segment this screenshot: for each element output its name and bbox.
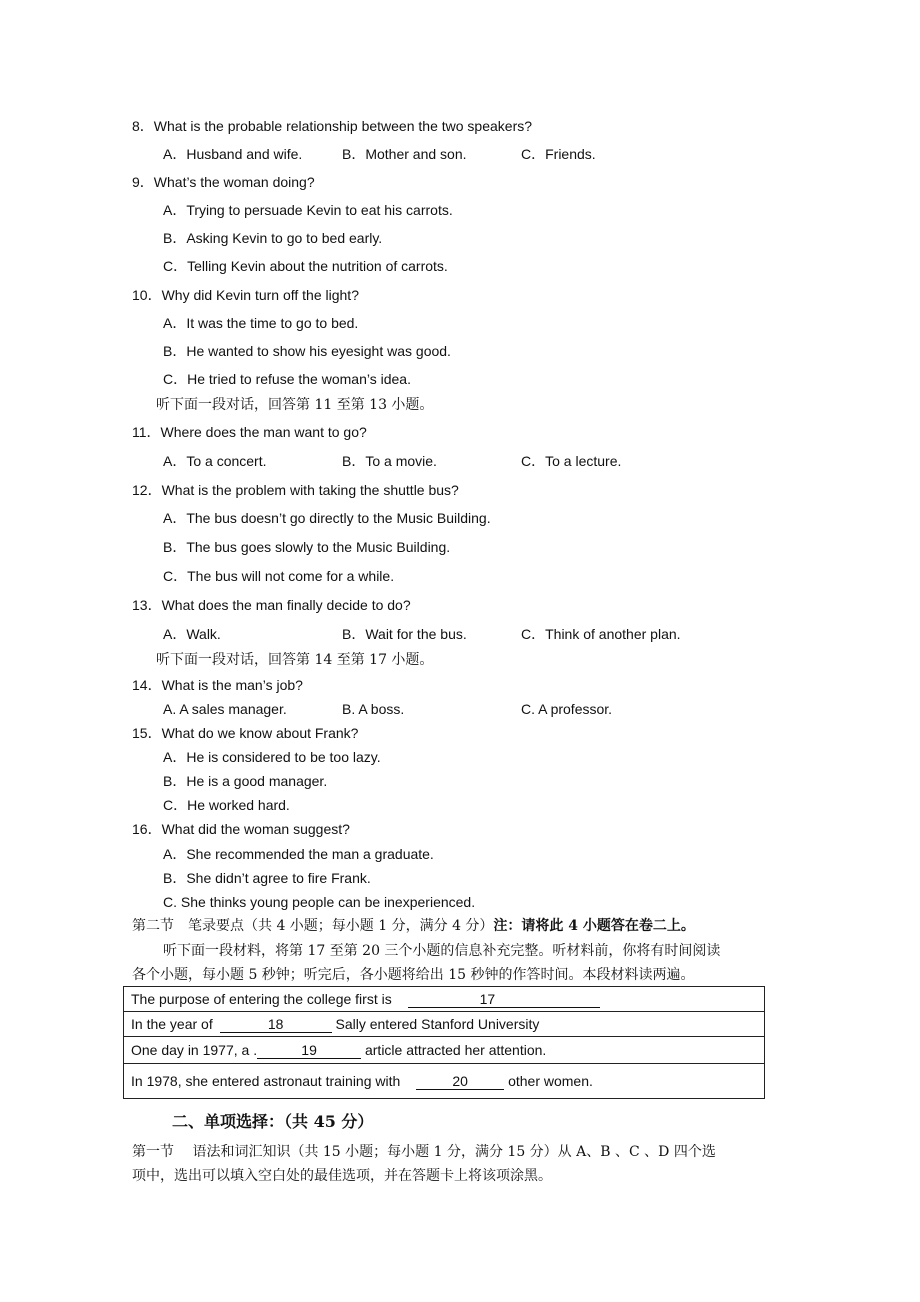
notes-text: other women. [508,1072,593,1089]
section2-title-text: 第二节 笔录要点（共 4 小题；每小题 1 分，满分 4 分） [132,918,494,934]
option-14b: B. A boss. [342,701,405,717]
part2-section1-line1: 第一节 语法和词汇知识（共 15 小题；每小题 1 分，满分 15 分）从 A、B 、C 、D 四个选 [132,1144,716,1160]
notes-text: One day in 1977, a . [131,1041,258,1058]
option-15c: C．He worked hard. [163,797,290,813]
question-15: 15．What do we know about Frank? [132,725,359,741]
option-9c: C．Telling Kevin about the nutrition of carrots. [163,258,448,274]
option-15a: A．He is considered to be too lazy. [163,749,381,765]
blank-20[interactable]: 20 [416,1073,504,1090]
option-11b: B．To a movie. [342,453,437,469]
instruction-14-17: 听下面一段对话，回答第 14 至第 17 小题。 [156,652,434,668]
question-16: 16．What did the woman suggest? [132,821,350,837]
option-8a: A．Husband and wife. [163,146,303,162]
option-13b: B．Wait for the bus. [342,626,467,642]
part2-heading: 二、单项选择：（共 45 分） [172,1112,374,1131]
table-row [124,1037,765,1064]
blank-18[interactable]: 18 [220,1016,332,1033]
option-9a: A．Trying to persuade Kevin to eat his carrots. [163,202,453,218]
notes-text: The purpose of entering the college first is [131,990,392,1007]
question-9: 9．What’s the woman doing? [132,174,315,190]
section2-instruction-line1: 听下面一段材料，将第 17 至第 20 三个小题的信息补充完整。听材料前，你将有时间阅读 [163,943,721,959]
question-11: 11．Where does the man want to go? [132,424,367,440]
table-row [124,1012,765,1037]
notes-text: In the year of [131,1015,213,1032]
option-8b: B．Mother and son. [342,146,467,162]
table-row [124,987,765,1012]
option-10b: B．He wanted to show his eyesight was good. [163,343,451,359]
option-10c: C．He tried to refuse the woman’s idea. [163,371,411,387]
notes-cell-20 [124,1064,765,1099]
notes-text: article attracted her attention. [364,1041,547,1058]
notes-text: In 1978, she entered astronaut training with [131,1072,401,1089]
blank-19[interactable]: 19 [257,1042,361,1059]
blank-17[interactable]: 17 [408,991,600,1008]
option-15b: B．He is a good manager. [163,773,328,789]
question-13: 13．What does the man finally decide to do? [132,597,411,613]
instruction-11-13: 听下面一段对话，回答第 11 至第 13 小题。 [156,397,434,413]
section2-note: 注：请将此 4 小题答在卷二上。 [493,918,695,934]
option-16c: C. She thinks young people can be inexperienced. [163,894,476,910]
notes-cell-17 [124,987,765,1012]
question-12: 12．What is the problem with taking the shuttle bus? [132,482,459,498]
option-9b: B．Asking Kevin to go to bed early. [163,230,383,246]
option-14c: C. A professor. [521,701,613,717]
notes-cell-18 [124,1012,765,1037]
option-13c: C．Think of another plan. [521,626,681,642]
option-11a: A．To a concert. [163,453,267,469]
section2-title [132,916,695,936]
question-10: 10．Why did Kevin turn off the light? [132,287,359,303]
section2-instruction-line2: 各个小题，每小题 5 秒钟；听完后，各小题将给出 15 秒钟的作答时间。本段材料读两遍。 [132,967,695,983]
table-row [124,1064,765,1099]
option-14a: A. A sales manager. [163,701,287,717]
notes-table [123,986,765,1099]
notes-cell-19 [124,1037,765,1064]
option-12b: B．The bus goes slowly to the Music Building. [163,539,451,555]
option-12c: C．The bus will not come for a while. [163,568,395,584]
option-16b: B．She didn’t agree to fire Frank. [163,870,371,886]
part2-section1-line2: 项中，选出可以填入空白处的最佳选项，并在答题卡上将该项涂黑。 [132,1168,552,1184]
question-14: 14．What is the man’s job? [132,677,303,693]
question-8: 8．What is the probable relationship between the two speakers? [132,118,533,134]
option-16a: A．She recommended the man a graduate. [163,846,434,862]
option-8c: C．Friends. [521,146,596,162]
notes-text: Sally entered Stanford University [335,1015,540,1032]
option-10a: A．It was the time to go to bed. [163,315,359,331]
option-13a: A．Walk. [163,626,221,642]
option-12a: A．The bus doesn’t go directly to the Music Building. [163,510,491,526]
option-11c: C．To a lecture. [521,453,622,469]
